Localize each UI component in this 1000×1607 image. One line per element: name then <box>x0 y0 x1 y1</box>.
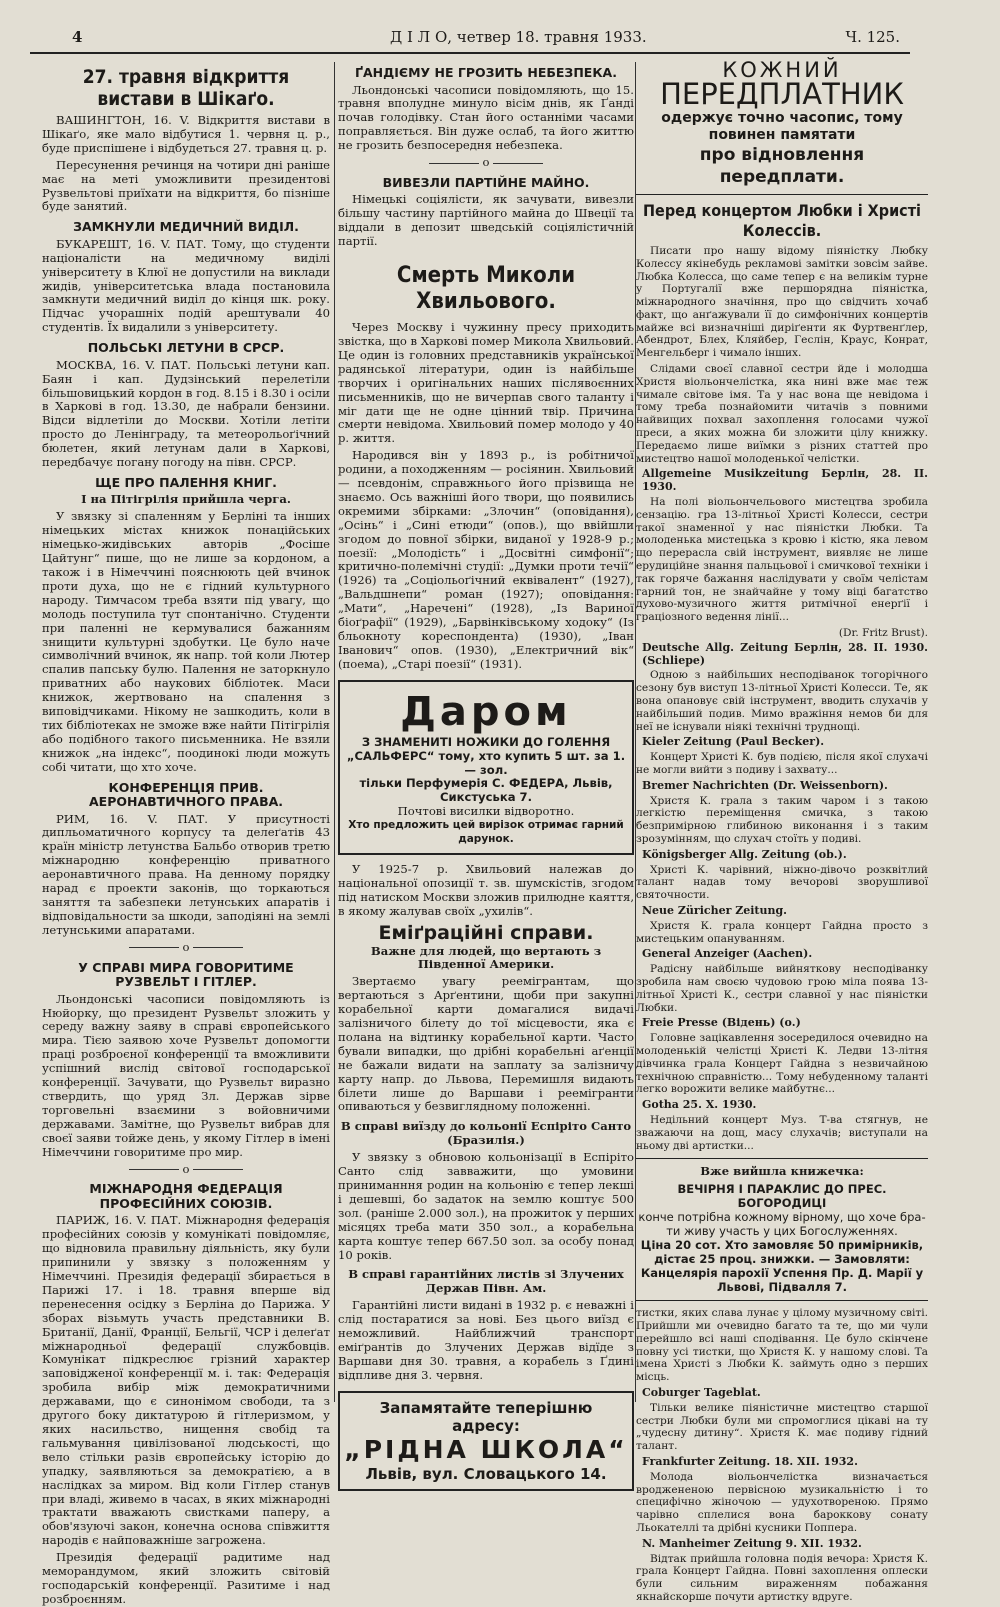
review-source: N. Manheimer Zeitung 9. XII. 1932. <box>642 1536 862 1550</box>
book-ad-line: Вже вийшла книжечка: <box>700 1164 864 1179</box>
ad-line: Львів, вул. Словацького 14. <box>365 1464 607 1483</box>
article-title: ҐАНДІЄМУ НЕ ГРОЗИТЬ НЕБЕЗПЕКА. <box>355 65 617 80</box>
masthead-date: Д І Л О, четвер 18. травня 1933. <box>390 28 647 46</box>
review-text: Одною з найбільших несподіванок тогорічного сезону був виступ 13-літньої Христі Колесси. Те, як вона опановує свій інструмент, вводить слухачів у найбільший подив. Мимо вражіння немов би для неї не існували ніякі технічні труднощі. <box>636 669 928 733</box>
section-title: Еміґраційні справи. <box>378 921 594 944</box>
review-signature: (Dr. Fritz Brust). <box>838 627 928 640</box>
article-paragraph: Писати про нашу відому піяністку Любку Колессу якінебудь рекламові замітки зовсім зайве. Любка Колесса, що саме тепер є на великім турне у Португалії вже першорядна піяністка, міжнародного значіння, про що свідчить хочаб факт, що анґажували її до симфонічних концертів майже всі визначніші диріґенти як Фуртвенґлер, Абендрот, Блех, Кляйбер, Геслін, Краус, Конрат, Менгельберг і чимало інших. <box>636 244 928 360</box>
review-source: Frankfurter Zeitung. 18. XII. 1932. <box>642 1454 858 1468</box>
article-paragraph: Льондонські часописи повідомляють із Нюйорку, що президент Рузвельт зложить у середу важну заяву в справі європейського мира. Тією заявою хоче Рузвельт допомогти праці розброєної конференції та вможливити успішний вислід світової господарської конференції. Зачувати, що Рузвельт виразно ствердить, що уряд Зл. Держав зірве торговельні взаємини з войовничими державами. Замітне, що Рузвельт вибрав для своєї заяви тойже день, у якому Гітлер в імені Німеччини говоритиме про мир. <box>42 991 330 1159</box>
article-paragraph: Президія федерації радитиме над меморандумом, який зложить світовій господарській конференції. Разитиме і над розброєнням. <box>42 1550 330 1606</box>
ad-headline: „РІДНА ШКОЛА“ <box>344 1434 628 1464</box>
article-paragraph: У звязку з обновою кольонізації в Еспіріто Санто слід завважити, що умовини приниманння родин на кольонію є тепер лекші і дешевші, бо задаток на землю коштує 500 зол. (раніше 2.000 зол.), на прожиток у перших місяцях треба мати 350 зол., а корабельна карта коштує тепер 667.50 зол. за особу понад 10 років. <box>338 1150 634 1262</box>
article-paragraph: БУКАРЕШТ, 16. V. ПАТ. Тому, що студенти націоналісти на медичному виділі університету в Клюї не допустили на виклади жидів, університетська влада постановила замкнути медичний виділ до кінця шк. року. Підчас учорашніх подій арештували 40 студентів. Їх видалили з університету. <box>42 236 330 335</box>
review-text: Відтак прийшла головна подія вечора: Христя К. грала Концерт Гайдна. Повні захоплення оплески були сильним вираженням побажання якнайскорше почути артистку вдруге. <box>636 1552 928 1603</box>
article-title: ПОЛЬСЬКІ ЛЕТУНИ В СРСР. <box>87 340 285 356</box>
review-text: Христі К. чарівний, ніжно-дівочо розквітлий талант надав тому вечорові зворушливої святочности. <box>636 863 928 902</box>
ad-line: Сикстуська 7. <box>439 790 533 805</box>
ad-line: Почтові висилки відворотно. <box>397 804 575 819</box>
ad-line: Хто предложить цей вирізок отримає гарний дарунок. <box>348 819 624 846</box>
notice-line: про відновлення передплати. <box>699 144 865 187</box>
article-title: 27. травня відкриття вистави в Шікаґо. <box>82 66 290 110</box>
article-paragraph: У звязку зі спаленням у Берліні та інших німецьких містах книжок понаційських німецько-жидівських авторів „Фосіше Цайтунг“ пише, що не лише за кордоном, а також і в Німеччині пояснюють цей вчинок проти духа, що не є гідний культурного народу. Тимчасом треба взяти під увагу, що молодь поступила тут спонтанічно. Студенти при паленні не кермувалися бажанням знищити культурні здобутки. Це було наче символічний вчинок, як напр. той коли Лютер спалив папську булю. Палення не заторкнуло приватних або наукових бібліотек. Маси книжок, жертвовано на спалення з виповідчиками. Нікому не зашкодить, коли в тих бібліотеках не зможе вже найти Пітігрілія або подібного такого письменника. Не взяли книжок „на індекс“, поодинокі люди можуть собі читати, що хто хоче. <box>42 509 330 774</box>
article-paragraph: Пересунення речинця на чотири дні раніше має на меті уможливити президентові Рузвельтові приїхати на відкриття, бо пізніше буде занятий. <box>42 157 330 214</box>
article-paragraph: МОСКВА, 16. V. ПАТ. Польські летуни кап. Баян і кап. Дудзінський перелетіли більшовицький кордон в год. 8.15 і 8.30 і осіли в Харкові в год. 13.30, де набрали бензини. Відси відлетіли до Москви. Хотіли летіти просто до Ленінграду, та метеорольоґічний бюлетен, який летунам дали в Харкові, передбачує погану погоду на півн. СРСР. <box>42 357 330 470</box>
article-title: ВИВЕЗЛИ ПАРТІЙНЕ МАЙНО. <box>382 174 590 190</box>
article-title: В справі гарантійних листів зі Злучених Держав Півн. Ам. <box>348 1267 624 1296</box>
book-advertisement <box>636 1165 928 1294</box>
divider <box>636 1300 928 1301</box>
ad-line: „САЛЬФЕРС“ тому, хто купить 5 шт. за 1.— зол. <box>346 748 626 777</box>
article-paragraph: ВАШИНГТОН, 16. V. Відкриття вистави в Шікаґо, яке мало відбутися 1. червня ц. р., буде приспішене і відбудеться 27. травня ц. р. <box>42 113 330 155</box>
article-paragraph: ПАРИЖ, 16. V. ПАТ. Міжнародня федерація професійних союзів у комунікаті повідомляє, що відновила правильну діяльність, яку були припинили у звязку з положенням у Німеччині. Президія федерації збирається в Парижі 17. і 18. травня вперше від перенесення осідку з Берліна до Парижа. У зборах візьмуть участь представники В. Британії, Данії, Франції, Бельгії, ЧСР і делеґат міжнародньої федерації службовців. Комунікат підкреслює грізний характер заповідженої конференції м. і. так: Федерація зробила вибір між демократичними державами, що є синонімом свободи, та з другого боку диктатурою й гітлеризмом, у яких насильство, нищення свобід та гальмування цивілізованої людськості, що вело стільки разів європейську історію до упадку, заявляються за демократією, а в наслідках за миром. Від коли Гітлер станув при владі, живемо в часах, в яких міжнародні трактати вважають свистками паперу, а обов'язуючі закон, конечна основа співжиття народів є найповажніше загрожена. <box>42 1213 330 1548</box>
article-title: У СПРАВІ МИРА ГОВОРИТИМЕ РУЗВЕЛЬТ І ГІТЛЕР. <box>78 959 294 990</box>
review-text: Христя К. грала з таким чаром і з такою легкістю переміщення смичка, з такою безпримірною глибиною виконання і з таким зрозумінням, що слухач стоїть у подиві. <box>636 794 928 845</box>
review-source: Neue Züricher Zeitung. <box>642 903 788 917</box>
page-header <box>30 26 910 54</box>
subscriber-notice <box>636 58 928 188</box>
article-title: В справі виїзду до кольонії Еспіріто Санто (Бразилія.) <box>340 1119 632 1148</box>
review-source: Coburger Tageblat. <box>642 1385 761 1399</box>
ad-line: тільки Перфумерія С. ФЕДЕРА, Львів, <box>359 776 613 791</box>
page-number: 4 <box>72 28 83 46</box>
advertisement-ridna-shkola <box>338 1391 634 1491</box>
book-title: ВЕЧІРНЯ І ПАРАКЛИС ДО ПРЕС. БОГОРОДИЦІ <box>677 1182 887 1211</box>
article-paragraph: Звертаємо увагу реемігрантам, що вертаються з Арґентини, щоби при закупні корабельної карти домагалися видачі залізничого білету до тої місцевости, яка є полана на відтинку корабельної карти. Часто бували випадки, що дрібні корабельні аґенції не бажали видати на заплату за залізничу карту напр. до Львова, Перемишля видають білети лише до Варшави і реемігранти опиваються у безвиглядному положенні. <box>338 974 634 1114</box>
review-source: Kieler Zeitung (Paul Becker). <box>642 735 825 749</box>
article-paragraph: Народився він у 1893 р., із робітничої родини, а походженням — росіянин. Хвильовий — псевдонім, справжнього його прізвища не знаємо. Ось важніші його твори, що появились окремими збірками: „Злочин“ (оповідання), „Осінь“ і „Сині етюди“ (опов.), що ввійшли згодом до повної збірки, виданої у 1928-9 р.; поезії: „Молодість“ і „Досвітні симфонії“; критично-полемічні студії: „Думки проти течії“ (1926) та „Соціольоґічний еквівалент“ (1927), „Вальдшнепи“ роман (1927); оповідання: „Мати“, „Наречені“ (1928), „Із Вариної біоґрафії“ (1929), „Барвінківському ходоку“ (Із бльокноту кореспондента) (1930), „Іван Іванович“ опов. (1930), „Електричний вік“ (поема), „Старі поезії“ (1931). <box>338 448 634 671</box>
separator-ornament: o <box>42 941 330 955</box>
article-title: ЩЕ ПРО ПАЛЕННЯ КНИГ. <box>95 474 277 490</box>
column-divider <box>334 62 335 1402</box>
review-text: Концерт Христі К. був подією, після якої слухачі не могли вийти з подиву і захвату... <box>636 751 928 776</box>
book-ad-line: конче потрібна кожному вірному, що хоче бра-ти живу участь у цих Богослуженнях. <box>638 1210 926 1239</box>
article-title: КОНФЕРЕНЦІЯ ПРИВ. АЕРОНАВТИЧНОГО ПРАВА. <box>88 779 284 810</box>
review-text: тистки, яких слава лунає у цілому музичному світі. Прийшли ми очевидно багато та те, що ми чули перейшло всі наші сподівання. Це було скінчене повну усі тистки, що Христя К. у нашому слові. Та імена Христі з Любки К. займуть одно з перших місць. <box>636 1307 928 1384</box>
review-text: Радісну найбільше вийняткову несподіванку зробила нам своєю чудовою грою міла поява 13-літньої Христі К., сестри славної у нас піяністки Любки. <box>636 963 928 1014</box>
article-title: ЗАМКНУЛИ МЕДИЧНИЙ ВИДІЛ. <box>73 219 299 235</box>
column-1 <box>42 64 330 1606</box>
book-ad-line: Ціна 20 сот. Хто замовляє 50 примірників, дістає 25 проц. знижки. — Замовляти: Канцелярія парохії Успення Пр. Д. Марії у Львові, Підвалля 7. <box>640 1238 924 1295</box>
issue-number: Ч. 125. <box>845 28 900 46</box>
column-2 <box>338 64 634 1483</box>
article-paragraph: Через Москву і чужинну пресу приходить звістка, що в Харкові помер Микола Хвильовий. Це один із головних представників української радянської літератури, один із найбільше творчих і оригінальних наших післявоєнних письменників, що не вичерпав свого таланту і міг дати ще не одне цінний твір. Причина смерти невідома. Хвильовий помер молодо у 40 р. життя. <box>338 320 634 446</box>
review-source: General Anzeiger (Aachen). <box>642 947 813 961</box>
ad-headline: Даром <box>400 688 572 735</box>
review-text: Головне зацікавлення зосередилося очевидно на молоденькій челістці Христі К. Ледви 13-літня дівчинка грала Концерт Гайдна з незвичайною технічною справністю... Тому небуденному таланті легко ворожити велике майбутнє... <box>636 1032 928 1096</box>
ad-line: З ЗНАМЕНИТІ НОЖИКИ ДО ГОЛЕННЯ <box>361 734 611 749</box>
article-title: МІЖНАРОДНЯ ФЕДЕРАЦІЯ ПРОФЕСІЙНИХ СОЮЗІВ. <box>89 1181 283 1211</box>
ad-line: Запамятайте теперішню адресу: <box>379 1398 593 1435</box>
separator-ornament: o <box>338 156 634 170</box>
notice-line: КОЖНИЙ <box>722 58 842 82</box>
article-paragraph: РИМ, 16. V. ПАТ. У присутності дипльоматичного корпусу та делеґатів 43 країн міністр летунства Бальбо отворив третю міжнародню конференцію приватного аеронавтичного права. На денному порядку нарад є проекти законів, що торкаються заняття та забезпеки летунських апаратів і відповідальности за шкоди, заподіяні на землі летунськими апаратами. <box>42 811 330 937</box>
article-paragraph: Льондонські часописи повідомляють, що 15. травня вполудне минуло вісім днів, як Ґанді почав голодівку. Стан його останніми часами поправляється. Він дуже ослаб, та його життю не грозить безпосередня небезпека. <box>338 82 634 153</box>
review-source: Königsberger Allg. Zeitung (ob.). <box>642 847 847 861</box>
article-paragraph: Слідами своєї славної сестри йде і молодша Христя віольончелістка, яка нині вже має теж чимале світове імя. Та у нас вона ще невідома і тому треба познайомити читачів з повними найвищих похвал захоплення голосами чужої преси, а яких можна би зложити цілу книжку. Передаємо лише виїмки з різних статтей про мистецтво нашої молоденької челістки. <box>636 363 928 465</box>
article-paragraph: У 1925-7 р. Хвильовий належав до національної опозиції т. зв. шумскістів, згодом під натиском Москви зложив прилюдне каяття, в якому жалував своїх „ухилів“. <box>338 861 634 918</box>
review-source: Allgemeine Musikzeitung Берлін, 28. ІІ. 1930. <box>642 467 928 494</box>
review-source: Gotha 25. X. 1930. <box>642 1098 757 1112</box>
article-paragraph: Гарантійні листи видані в 1932 р. є неважні і слід постаратися за нові. Без цього виїзд є неможливий. Найближчий транспорт еміґрантів до Злучених Держав відїде з Варшави дня 30. травня, а корабель з Ґдині відпливе дня 3. червня. <box>338 1298 634 1382</box>
review-text: Недільний концерт Муз. Т-ва стягнув, не зважаючи на дощ, масу слухачів; виступали на ньому дві артистки... <box>636 1113 928 1152</box>
review-text: Тільки велике піяністичне мистецтво старшої сестри Любки були ми спромоглися цікаві на ту „чудесну дитину“. Христя К. має подиву гідний талант. <box>636 1401 928 1453</box>
article-paragraph: Німецькі соціялісти, як зачувати, вивезли більшу частину партійного майна до Швеції та віддали в депозит шведській соціялістичній партії. <box>338 192 634 249</box>
separator-ornament: o <box>42 1163 330 1177</box>
column-3 <box>636 58 928 1603</box>
review-source: Freie Presse (Відень) (о.) <box>642 1016 801 1030</box>
review-text: На полі віольончельового мистецтва зробила сензацію. гра 13-літньої Христі Колесси, сестри такої знаменної у нас піяністки Любки. Та молоденька мистецька з кровю і кістю, яка левом що перерасла свій інструмент, виявляє не лише ерудиційне знання пальцьової і смичкової техніки і так горяче бажання наслідувати у своїм челістам гарний тон, не знайчайне у тому віці багатство духово-музичного життя ритмічної енерґії і граціозного ведення лінії... <box>636 496 928 624</box>
divider <box>636 1158 928 1159</box>
article-subtitle: Важне для людей, що вертають з Південної Америки. <box>370 943 602 972</box>
review-text: Молода віольончелістка визначається вроджененою первісною музикальністю і то специфічно жіночою — удухотвореною. Прямо чарівно сплелися вона бароккову сонату Льокателлі та дрібні кусники Поппера. <box>636 1470 928 1534</box>
article-title: Смерть Миколи Хвильового. <box>396 263 576 315</box>
notice-line: одержує точно часопис, тому повинен памятати <box>661 109 903 143</box>
article-subtitle: І на Пітігрілія прийшла черга. <box>81 492 291 507</box>
advertisement-darom <box>338 680 634 855</box>
notice-headline: ПЕРЕДПЛАТНИК <box>660 76 904 111</box>
divider <box>636 194 928 195</box>
article-title: Перед концертом Любки і Христі Колессів. <box>643 200 921 240</box>
review-source: Bremer Nachrichten (Dr. Weissenborn). <box>642 778 888 792</box>
review-text: Христя К. грала концерт Гайдна просто з мистецьким опануванням. <box>636 919 928 945</box>
review-source: Deutsche Allg. Zeitung Берлін, 28. ІІ. 1930. (Schliepe) <box>642 640 928 667</box>
